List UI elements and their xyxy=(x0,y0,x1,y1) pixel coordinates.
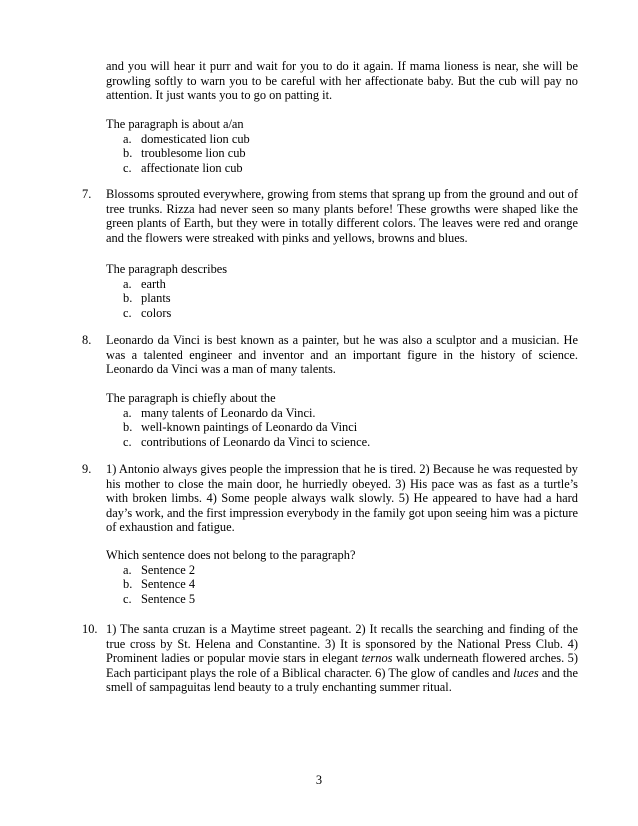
question-7-choices xyxy=(106,277,578,321)
choice-item: c. colors xyxy=(123,305,172,320)
question-9-passage: 1) Antonio always gives people the impression that he is tired. 2) Because he was requested by his mother to close the main door, he hurriedly obeyed. 3) His pace was as fast as a turtle’s with broken limbs. 4) Some people always walk slowly. 5) He appeared to have had a hard day’s work, and the first impression everybody in the family got upon seeing him was a picture of exhaustion and fatigue. xyxy=(106,462,578,535)
question-7-number: 7. xyxy=(82,187,92,201)
question-6-prompt-block xyxy=(106,117,578,175)
choice-item: b. well-known paintings of Leonardo da Vinci xyxy=(123,420,358,435)
choice-item: a. domesticated lion cub xyxy=(123,131,250,146)
question-10 xyxy=(106,622,578,695)
choice-item: a. many talents of Leonardo da Vinci. xyxy=(123,405,316,420)
choice-item: b. Sentence 4 xyxy=(123,577,196,592)
choice-item: a. Sentence 2 xyxy=(123,562,196,577)
choice-item: c. contributions of Leonardo da Vinci to science. xyxy=(123,434,371,449)
question-7-passage: Blossoms sprouted everywhere, growing from stems that sprang up from the ground and out of tree trunks. Rizza had never seen so many plants before! These growths were shaped like the green plants of Earth, but they were in totally different colors. The leaves were red and orange and the flowers were streaked with pinks and yellows, browns and blues. xyxy=(106,187,578,245)
question-8-prompt-block xyxy=(106,391,578,449)
question-8-passage: Leonardo da Vinci is best known as a painter, but he was also a sculptor and a musician. He was a talented engineer and inventor and an important figure in the history of science. Leonardo da Vinci was a man of many talents. xyxy=(106,333,578,377)
choice-item: c. Sentence 5 xyxy=(123,591,196,606)
page-number: 3 xyxy=(315,773,323,787)
question-8-number: 8. xyxy=(82,333,92,347)
question-9 xyxy=(106,462,578,535)
question-9-prompt: Which sentence does not belong to the paragraph? xyxy=(106,548,356,562)
choice-item: a. earth xyxy=(123,276,166,291)
choice-item: b. troublesome lion cub xyxy=(123,146,246,161)
question-8-prompt: The paragraph is chiefly about the xyxy=(106,391,276,405)
question-7-prompt: The paragraph describes xyxy=(106,262,228,276)
question-7 xyxy=(106,187,578,245)
choice-item: c. affectionate lion cub xyxy=(123,160,243,175)
choice-item: b. plants xyxy=(123,291,171,306)
question-9-number: 9. xyxy=(82,462,92,476)
question-6-continuation xyxy=(106,59,578,103)
question-9-prompt-block xyxy=(106,548,578,606)
question-6-passage-end: and you will hear it purr and wait for you to do it again. If mama lioness is near, she will be growling softly to warn you to be careful with her affectionate baby. But the cub will pay no attention. It just wants you to go on patting it. xyxy=(106,59,578,103)
question-10-number: 10. xyxy=(82,622,98,636)
question-8-choices xyxy=(106,406,578,450)
question-6-prompt: The paragraph is about a/an xyxy=(106,117,244,131)
question-8 xyxy=(106,333,578,377)
question-9-choices xyxy=(106,563,578,607)
question-6-choices xyxy=(106,132,578,176)
question-10-passage: 1) The santa cruzan is a Maytime street pageant. 2) It recalls the searching and finding of the true cross by St. Helena and Constantine. 3) It is sponsored by the National Press Club. 4) Prominent ladies or popular movie stars in elegant ternos walk underneath flowered arches. 5) Each participant plays the role of a Biblical character. 6) The glow of candles and luces and the smell of sampaguitas lend beauty to a truly enchanting summer ritual. xyxy=(106,622,578,695)
question-7-prompt-block xyxy=(106,262,578,320)
